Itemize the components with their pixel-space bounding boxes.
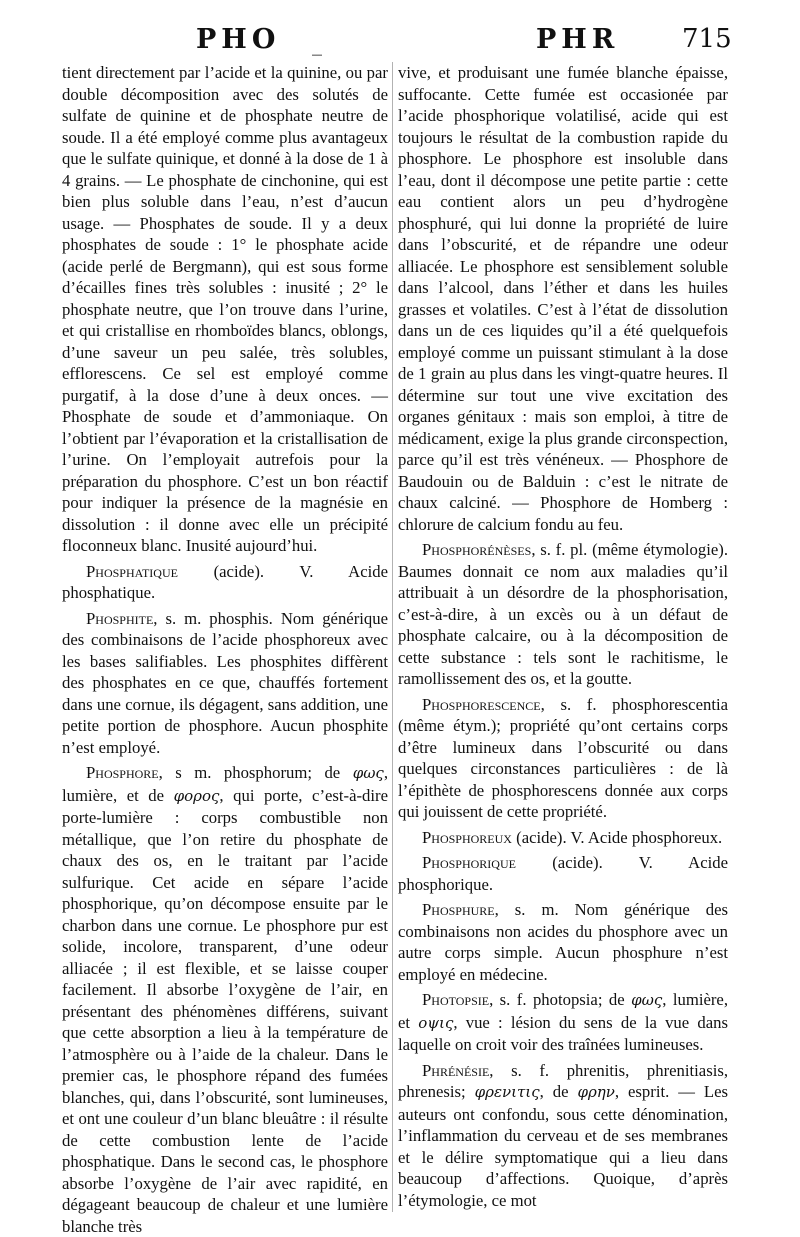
entry-photopsie-part-c: , vue : lésion du sens de la vue dans laquelle on croit voir des traînées lumineuses. xyxy=(398,1012,728,1054)
headword-phosphite: Phosphite xyxy=(86,608,154,628)
entry-phosphoreux xyxy=(398,827,728,849)
headword-phosphoreneses: Phosphorénèses xyxy=(422,540,532,559)
entry-phosphorique xyxy=(398,852,728,895)
entry-phrenesie-part-a: , s. f. phrenitis, phrenitiasis, phrenesis; xyxy=(398,1060,728,1101)
headword-phosphoreux: Phosphoreux xyxy=(422,827,512,847)
running-header xyxy=(0,24,800,58)
headword-phrenesie: Phrénésie xyxy=(422,1060,490,1080)
entry-phrenesie-part-c: , esprit. — Les auteurs ont confondu, sous cette dénomination, l’inflammation du cerveau et de ses membranes et le délire symptomatique qui a lieu dans beaucoup d’affections. Quoique, d’après l’étymologie, ce mot xyxy=(398,1082,728,1210)
entry-phosphorescence-body: , s. f. phosphorescentia (même étym.); propriété qu’ont certains corps d’être lumineux dans l’obscurité ou dans quelques circonstances particulières : de là l’épithète de phosphorescens donnée aux corps qui jouissent de cette propriété. xyxy=(398,694,728,821)
headword-phosphore: Phosphore xyxy=(86,763,159,782)
headword-phosphure: Phosphure xyxy=(422,900,495,919)
headword-photopsie: Photopsie xyxy=(422,990,490,1009)
entry-phosphoreneses-body: , s. f. pl. (même étymologie). Baumes donnait ce nom aux maladies qu’il attribuait à un désordre de la phosphorisation, c’est-à-dire, à un excès ou à un défaut de phosphate calcaire, ou à la décomposition de cette substance : tels sont le rachitisme, le ramollissement des os, et la goutte. xyxy=(398,540,728,688)
greek-word-phren: φρην xyxy=(577,1083,615,1101)
header-left-headword: PHO xyxy=(196,24,281,55)
greek-word-opsis: οψις xyxy=(418,1013,454,1032)
entry-phosphoreneses xyxy=(398,539,728,690)
headword-phosphorique: Phosphorique xyxy=(422,853,516,872)
entry-photopsie xyxy=(398,989,728,1056)
entry-phrenesie xyxy=(398,1060,728,1212)
header-dash: _ xyxy=(312,32,322,56)
entry-phosphore-part-c: , qui porte, c’est-à-dire porte-lumière : corps combustible non métallique, que l’on retire du phosphate de chaux des os, en le traitant par l’acide sulfurique. Cet acide en sépare l’acide phosphorique, qu’on décompose ensuite par le charbon dans une cornue. Le phosphore pur est solide, incolore, transparent, d’une odeur alliacée ; il est flexible, et se laisse couper facilement. Il absorbe l’oxygène de l’air, en présentant des phénomènes différens, suivant que cette absorption a lieu à la température de l’atmosphère ou à l’aide de la chaleur. Dans le premier cas, le phosphore répand des fumées blanches, qui, dans l’obscurité, sont lumineuses, et ont une couleur d’un blanc bleuâtre : il résulte de cette combustion lente de l’acide phosphatique. Dans le second cas, le phosphore absorbe l’oxygène de l’air avec rapidité, en dégageant beaucoup de chaleur et une lumière blanche très xyxy=(62,785,388,1236)
header-right-headword: PHR xyxy=(536,24,620,55)
entry-phosphoreux-body: (acide). V. Acide phosphoreux. xyxy=(511,827,723,847)
greek-word-phos: φως xyxy=(352,764,384,782)
entry-phosphore xyxy=(62,762,388,1237)
entry-phosphite-body: , s. m. phosphis. Nom générique des combinaisons de l’acide phosphoreux avec les bases salifiables. Les phosphites diffèrent des phosphates en ce que, chauffés fortement dans une cornue, ils dégagent, sans addition, une petite portion de phosphore. Aucun phosphite n’est employé. xyxy=(62,608,388,757)
right-column xyxy=(398,62,728,1222)
entry-phosphore-part-a: , s m. phosphorum; de xyxy=(158,763,353,782)
greek-word-phoros: φορος xyxy=(173,786,220,805)
entry-phosphorescence xyxy=(398,694,728,823)
entry-phrenesie-part-b: , de xyxy=(539,1082,578,1101)
entry-phosphite xyxy=(62,608,388,759)
greek-word-phrenitis: φρενιτις xyxy=(474,1083,540,1101)
entry-phosphure xyxy=(398,899,728,985)
entry-phosphorique-body: (acide). V. Acide phosphorique. xyxy=(398,853,728,894)
entry-photopsie-part-a: , s. f. photopsia; de xyxy=(489,990,632,1009)
entry-phosphure-body: , s. m. Nom générique des combinaisons non acides du phosphore avec un autre corps simple. Aucun phosphure n’est employé en médecine. xyxy=(398,900,728,984)
headword-phosphorescence: Phosphorescence xyxy=(422,694,541,714)
paragraph-phosphate-continuation: tient directement par l’acide et la quinine, ou par double décomposition avec des solutés de sulfate de quinine et de phosphate neutre de soude. Il a été employé comme plus avantageux que le sulfate quinique, et donné à la dose de 1 à 4 grains. — Le phosphate de cinchonine, qui est bien plus soluble dans l’eau, n’est d’aucun usage. — Phosphates de soude. Il y a deux phosphates de soude : 1° le phosphate acide (acide perlé de Bergmann), qui est sous forme d’écailles fines très solubles : inusité ; 2° le phosphate neutre, que l’on trouve dans l’urine, et qui cristallise en rhomboïdes blancs, oblongs, d’une saveur un peu salée, très solubles, efflorescens. Ce sel est employé comme purgatif, à la dose d’une à deux onces. — Phosphate de soude et d’ammoniaque. On l’obtient par l’évaporation et la cristallisation de l’urine. On l’employait autrefois pour la préparation du phosphore. C’est un bon réactif pour indiquer la présence de la magnésie en dissolution : il donne avec elle un précipité floconneux blanc. Inusité aujourd’hui. xyxy=(62,63,388,555)
entry-phosphore-part-b: , lumière, et de xyxy=(62,763,388,805)
headword-phosphatique: Phosphatique xyxy=(86,561,178,581)
left-column xyxy=(62,62,388,1236)
paragraph-phosphore-continuation: vive, et produisant une fumée blanche épaisse, suffocante. Cette fumée est occasionée par l’acide phosphorique volatilisé, acide qui est toujours le résultat de la combustion rapide du phosphore. Le phosphore est insoluble dans l’eau, dont il décompose une petite partie : cette eau contient alors un peu d’hydrogène phosphuré, qui lui donne la propriété de luire dans l’obscurité, et de répandre une odeur alliacée. Le phosphore est sensiblement soluble dans l’alcool, dans l’éther et dans les huiles grasses et volatiles. C’est à l’état de dissolution dans un de ces liquides qu’il a été quelquefois employé comme un puissant stimulant à la dose de 1 grain au plus dans les vingt-quatre heures. Il détermine sur tout une vive excitation des organes génitaux : mais son emploi, à titre de médicament, exige la plus grande circonspection, parce qu’il est très vénéneux. — Phosphore de Baudouin ou de Balduin : c’est le nitrate de chaux calciné. — Phosphore de Homberg : chlorure de calcium fondu au feu. xyxy=(398,63,728,534)
entry-phosphatique xyxy=(62,561,388,604)
entry-phosphatique-body: (acide). V. Acide phosphatique. xyxy=(62,561,388,602)
entry-photopsie-part-b: , lumière, et xyxy=(398,990,728,1032)
page-number: 715 xyxy=(682,24,732,54)
column-divider xyxy=(392,62,393,1212)
greek-word-phos-2: φως xyxy=(631,991,663,1009)
